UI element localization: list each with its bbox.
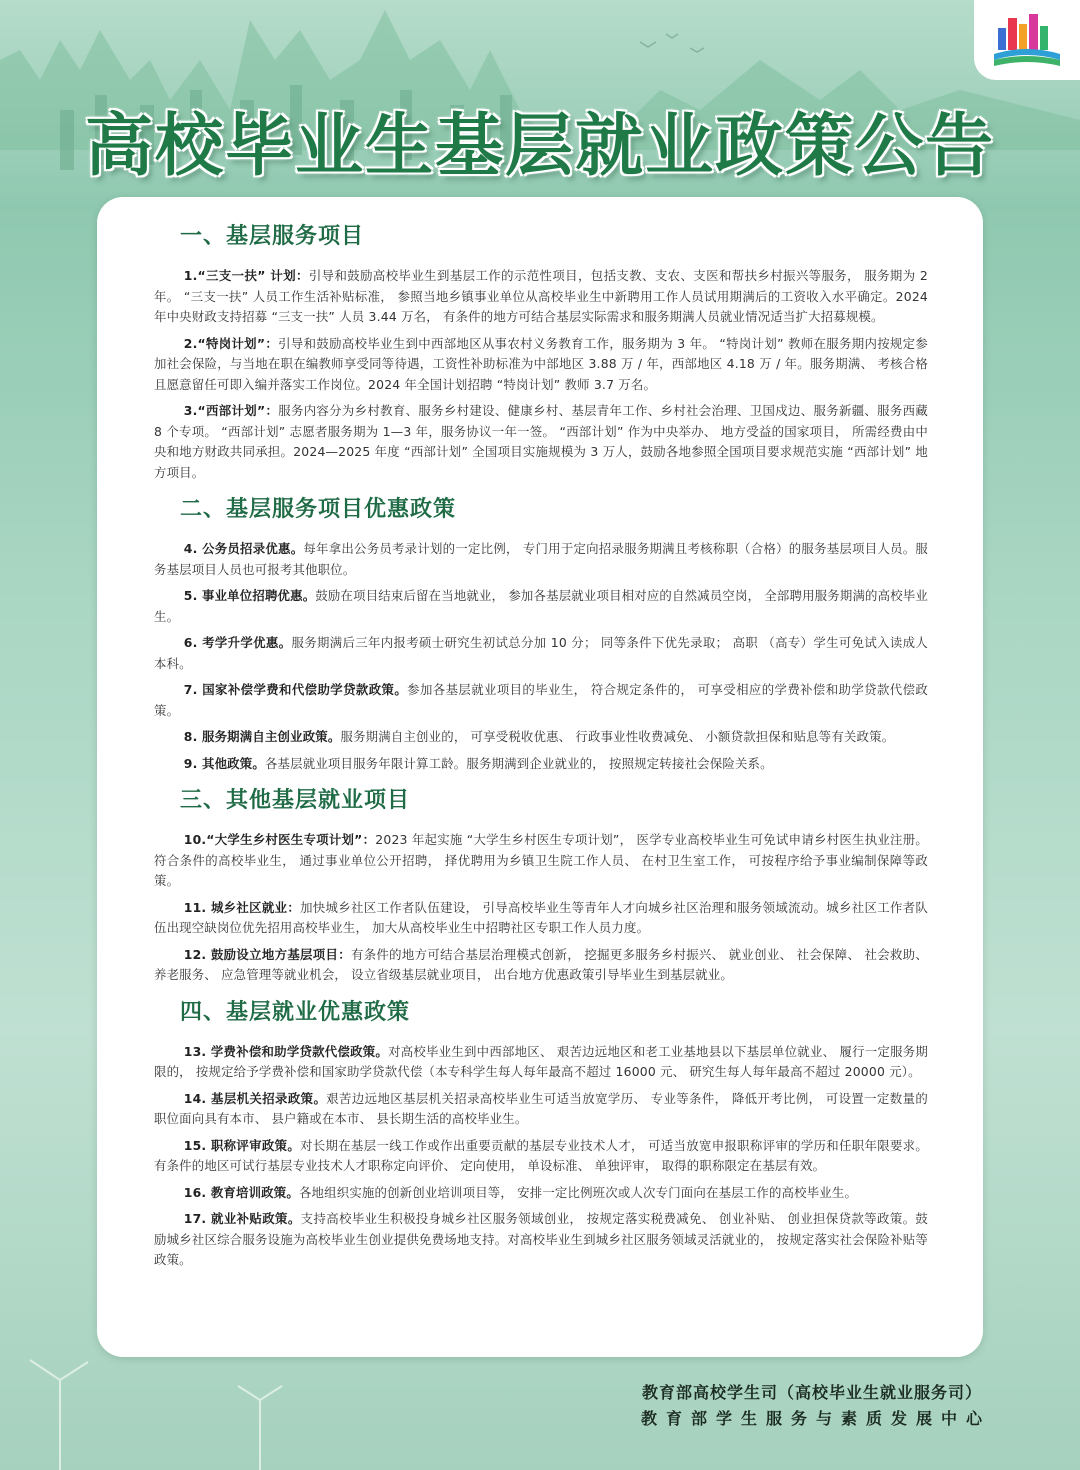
policy-item-text: 服务内容分为乡村教育、服务乡村建设、健康乡村、基层青年工作、乡村社会治理、卫国戍边、服务新疆、服务西藏 8 个专项。 “西部计划” 志愿者服务期为 1—3 年，服务协议一年一签。 “西部计划” 作为中央举办、 地方受益的国家项目， 所需经费由中央和地方财政共同承担。2024—2025 年度 “西部计划” 全国项目实施规模为 3 万人，鼓励各地参照全国项目要求规范实施 “西部计划” 地方项目。 — [154, 403, 928, 480]
policy-item-lead: 15. 职称评审政策。 — [183, 1137, 301, 1153]
policy-sections — [154, 220, 928, 1281]
policy-item-lead: 7. 国家补偿学费和代偿助学贷款政策。 — [183, 682, 408, 697]
brand-logo — [974, 0, 1080, 80]
policy-item-lead: 8. 服务期满自主创业政策。 — [183, 729, 341, 744]
policy-item-text: 2023 年起实施 “大学生乡村医生专项计划”， 医学专业高校毕业生可免试申请乡村医生执业注册。符合条件的高校毕业生， 通过事业单位公开招聘， 择优聘用为乡镇卫生院工作人员、 在村卫生室工作， 可按程序给予事业编制保障等政策。 — [154, 832, 928, 888]
policy-item-text: 引导和鼓励高校毕业生到基层工作的示范性项目，包括支教、支农、支医和帮扶乡村振兴等服务， 服务期为 2 年。 “三支一扶” 人员工作生活补贴标准， 参照当地乡镇事业单位从高校毕业生中新聘用工作人员试用期满后的工资收入水平确定。2024 年中央财政支持招募 “三支一扶” 人员 3.44 万名， 有条件的地方可结合基层实际需求和服务期满人员就业情况适当扩大招募规模。 — [154, 268, 928, 324]
policy-item — [154, 898, 928, 939]
policy-item-text: 对长期在基层一线工作或作出重要贡献的基层专业技术人才， 可适当放宽申报职称评审的学历和任职年限要求。有条件的地区可试行基层专业技术人才职称定向评价、 定向使用， 单设标准、 单独评审， 取得的职称限定在基层有效。 — [154, 1137, 928, 1173]
policy-item-lead: 9. 其他政策。 — [183, 755, 265, 771]
policy-item-lead: 1.“三支一扶” 计划： — [183, 268, 309, 283]
section-heading: 四、基层就业优惠政策 — [180, 999, 411, 1025]
policy-item-text: 有条件的地方可结合基层治理模式创新， 挖掘更多服务乡村振兴、 就业创业、 社会保障、 社会救助、 养老服务、 应急管理等就业机会， 设立省级基层就业项目， 出台地方优惠政策引导毕业生到基层就业。 — [154, 946, 928, 982]
policy-item — [154, 1042, 928, 1083]
policy-item-lead: 14. 基层机关招录政策。 — [183, 1090, 327, 1106]
policy-item-text: 参加各基层就业项目的毕业生， 符合规定条件的， 可享受相应的学费补偿和助学贷款代偿政策。 — [154, 682, 928, 718]
issuer-line-2: 教育部学生服务与素质发展中心 — [640, 1409, 991, 1428]
issuer-line-1: 教育部高校学生司（高校毕业生就业服务司） — [641, 1383, 982, 1402]
policy-item — [154, 1136, 928, 1177]
wind-turbine-illustration — [0, 1340, 1080, 1470]
policy-item — [154, 334, 928, 396]
policy-item — [154, 539, 928, 580]
content-card — [97, 197, 983, 1357]
policy-item-text: 服务期满自主创业的， 可享受税收优惠、 行政事业性收费减免、 小额贷款担保和贴息等有关政策。 — [340, 729, 895, 744]
policy-item-text: 鼓励在项目结束后留在当地就业， 参加各基层就业项目相对应的自然减员空岗， 全部聘用服务期满的高校毕业生。 — [154, 588, 928, 624]
policy-section — [154, 220, 928, 483]
policy-item-lead: 5. 事业单位招聘优惠。 — [183, 588, 316, 603]
page-title: 高校毕业生基层就业政策公告 — [84, 106, 995, 186]
policy-item-text: 对高校毕业生到中西部地区、 艰苦边远地区和老工业基地县以下基层单位就业、 履行一定服务期限的， 按规定给予学费补偿和国家助学贷款代偿（本专科学生每人每年最高不超过 16000 元、 研究生每人每年最高不超过 20000 元）。 — [154, 1043, 928, 1079]
section-heading: 三、其他基层就业项目 — [180, 788, 411, 813]
policy-item-lead: 10.“大学生乡村医生专项计划”： — [183, 832, 376, 847]
policy-item-text: 支持高校毕业生积极投身城乡社区服务领域创业， 按规定落实税费减免、 创业补贴、 创业担保贷款等政策。鼓励城乡社区综合服务设施为高校毕业生创业提供免费场地支持。对高校毕业生到城乡社区服务领域灵活就业的， 按规定落实社会保险补贴等政策。 — [154, 1211, 929, 1267]
policy-item-text: 服务期满后三年内报考硕士研究生初试总分加 10 分； 同等条件下优先录取； 高职 （高专）学生可免试入读成人本科。 — [154, 635, 928, 671]
policy-item — [154, 266, 928, 328]
policy-item-text: 引导和鼓励高校毕业生到中西部地区从事农村义务教育工作，服务期为 3 年。 “特岗计划” 教师在服务期内按规定参加社会保险，与当地在职在编教师享受同等待遇，工资性补助标准为中部地区 3.88 万 / 年，西部地区 4.18 万 / 年。服务期满、 考核合格且愿意留任可即入编并落实工作岗位。2024 年全国计划招聘 “特岗计划” 教师 3.7 万名。 — [154, 335, 928, 392]
policy-item-lead: 16. 教育培训政策。 — [183, 1184, 299, 1200]
policy-item-lead: 11. 城乡社区就业： — [183, 899, 301, 915]
policy-item — [154, 586, 928, 627]
policy-item — [154, 633, 928, 674]
policy-item — [154, 680, 928, 721]
policy-item-lead: 3.“西部计划”： — [183, 403, 279, 418]
policy-section — [154, 493, 928, 774]
policy-item-text: 每年拿出公务员考录计划的一定比例， 专门用于定向招录服务期满且考核称职（合格）的服务基层项目人员。服务基层项目人员也可报考其他职位。 — [154, 541, 928, 577]
policy-item-lead: 6. 考学升学优惠。 — [183, 635, 292, 650]
policy-section — [154, 784, 928, 986]
policy-item-lead: 2.“特岗计划”： — [183, 335, 279, 351]
policy-item — [154, 830, 928, 892]
policy-item — [154, 727, 928, 748]
policy-item — [154, 1183, 928, 1204]
policy-item-lead: 4. 公务员招录优惠。 — [183, 541, 304, 556]
policy-item — [154, 754, 928, 775]
section-heading: 二、基层服务项目优惠政策 — [180, 497, 457, 522]
policy-item — [154, 1209, 928, 1271]
policy-item-text: 加快城乡社区工作者队伍建设， 引导高校毕业生等青年人才向城乡社区治理和服务领域流动。城乡社区工作者队伍出现空缺岗位优先招用高校毕业生， 加大从高校毕业生中招聘社区专职工作人员力度。 — [154, 899, 928, 935]
policy-item-lead: 12. 鼓励设立地方基层项目： — [183, 946, 351, 962]
policy-item-text: 各地组织实施的创新创业培训项目等， 安排一定比例班次或人次专门面向在基层工作的高校毕业生。 — [298, 1184, 858, 1200]
policy-section — [154, 996, 928, 1271]
policy-item — [154, 945, 928, 986]
policy-item-lead: 17. 就业补贴政策。 — [183, 1211, 301, 1226]
section-heading: 一、基层服务项目 — [180, 224, 365, 249]
policy-item-lead: 13. 学费补偿和助学贷款代偿政策。 — [183, 1043, 389, 1059]
city-logo-icon — [992, 10, 1062, 70]
policy-item-text: 艰苦边远地区基层机关招录高校毕业生可适当放宽学历、 专业等条件， 降低开考比例， 可设置一定数量的职位面向具有本市、 县户籍或在本市、 县长期生活的高校毕业生。 — [154, 1090, 928, 1126]
policy-item — [154, 401, 928, 483]
policy-item-text: 各基层就业项目服务年限计算工龄。服务期满到企业就业的， 按照规定转接社会保险关系。 — [264, 755, 773, 771]
policy-item — [154, 1089, 928, 1130]
